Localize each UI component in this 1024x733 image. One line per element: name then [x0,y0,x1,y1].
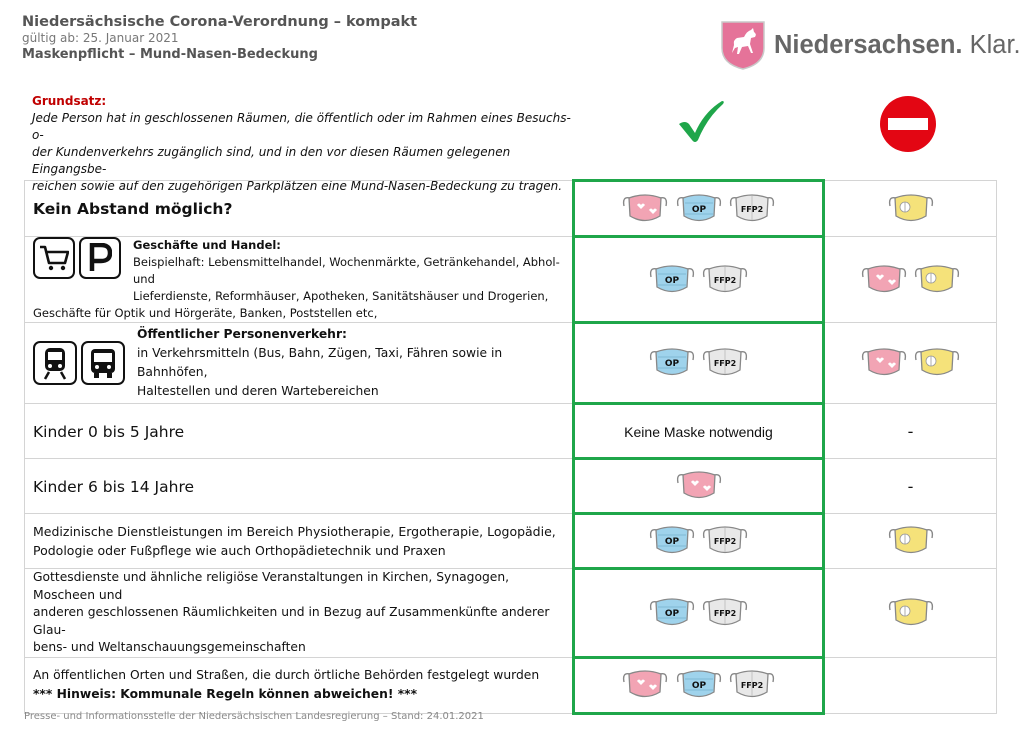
fabric-mask-yellow-icon [914,263,960,297]
fabric-mask-icon [622,668,668,702]
allowed-cell [574,181,824,237]
not-allowed-cell [824,237,997,323]
op-mask-icon [649,346,695,380]
svg-text:OP: OP [664,275,680,286]
row-line: in Verkehrsmitteln (Bus, Bahn, Zügen, Taxi, Fähren sowie in Bahnhöfen, [137,346,503,379]
fabric-mask-icon [676,469,722,503]
svg-text:OP: OP [664,359,680,369]
ffp2-mask-icon [702,524,748,558]
table-row [25,514,997,569]
fabric-mask-icon [861,346,907,380]
fabric-mask-yellow-icon [888,596,934,630]
op-mask-icon [676,192,722,226]
page-title: Niedersächsische Corona-Verordnung – kompakt [22,14,418,30]
fabric-mask-icon [861,263,907,297]
svg-text:FFP2: FFP2 [740,204,763,214]
mask-table [24,179,997,715]
valid-date: gültig ab: 25. Januar 2021 [22,31,179,45]
op-mask-icon [649,524,695,558]
row-title: Öffentlicher Personenverkehr: [137,327,347,341]
svg-text:OP: OP [664,537,680,547]
row-line: bens- und Weltanschauungsgemeinschaften [33,640,306,654]
allowed-cell [574,569,824,658]
svg-text:OP: OP [664,608,680,619]
ffp2-mask-icon [702,346,748,380]
fabric-mask-yellow-icon [888,524,934,558]
table-row [25,181,997,237]
page-subtitle: Maskenpflicht – Mund-Nasen-Bedeckung [22,47,318,62]
allowed-cell [574,459,824,514]
logo-slogan: Klar. [962,30,1021,59]
ffp2-mask-icon [702,263,748,297]
fabric-mask-yellow-icon [914,346,960,380]
header [22,14,417,63]
svg-text:OP: OP [691,681,706,691]
svg-text:FFP2: FFP2 [740,681,763,690]
not-allowed-cell [824,323,997,404]
fabric-mask-icon [622,192,668,226]
check-icon [676,98,726,144]
ffp2-mask-icon [702,596,748,630]
row-line: An öffentlichen Orten und Straßen, die durch örtliche Behörden festgelegt wurden [33,668,540,682]
row-line: Geschäfte für Optik und Hörgeräte, Banken, Poststellen etc, [33,306,378,320]
row-line: Beispielhaft: Lebensmittelhandel, Wochenmärkte, Getränkehandel, Abhol- und [133,255,560,286]
allowed-cell [574,657,824,713]
op-mask-icon [649,263,695,297]
svg-text:FFP2: FFP2 [713,359,737,368]
table-row [25,459,997,514]
row-line: Podologie oder Fußpflege wie auch Orthopädietechnik und Praxen [33,543,446,558]
row-line: Gottesdienste und ähnliche religiöse Veranstaltungen in Kirchen, Synagogen, Moscheen und [33,570,510,602]
table-row [25,657,997,713]
not-allowed-cell [824,404,997,459]
principle-line: reichen sowie auf den zugehörigen Parkplätzen eine Mund-Nasen-Bedeckung zu tragen. [32,179,563,193]
principle-line: Jede Person hat in geschlossenen Räumen, die öffentlich oder im Rahmen eines Besuchs- o- [32,111,571,142]
principle-line: der Kundenverkehrs zugänglich sind, und in den vor diesen Räumen gelegenen Eingangsbe- [32,145,511,176]
allowed-cell [574,237,824,323]
op-mask-icon [649,596,695,630]
row-line: Medizinische Dienstleistungen im Bereich Physiotherapie, Ergotherapie, Logopädie, [33,524,556,539]
no-mask-text: Keine Maske notwendig [624,423,773,440]
svg-text:OP: OP [691,204,706,215]
fabric-mask-yellow-icon [888,192,934,226]
table-row [25,404,997,459]
shopping-cart-icon [33,237,75,279]
dash-text: - [907,421,914,441]
no-entry-icon [879,95,937,153]
table-row [25,237,997,323]
svg-text:FFP2: FFP2 [713,275,737,285]
allowed-cell [574,514,824,569]
row-title: Kein Abstand möglich? [33,200,233,218]
table-row [25,569,997,658]
not-allowed-cell [824,514,997,569]
row-line: Lieferdienste, Reformhäuser, Apotheken, Sanitätshäuser und Drogerien, [133,289,549,303]
table-row [25,323,997,404]
allowed-cell [574,323,824,404]
footer: Presse- und Informationsstelle der Niedersächsischen Landesregierung – Stand: 24.01.2021 [24,711,484,722]
parking-icon [79,237,121,279]
logo-name: Niedersachsen. [774,30,963,59]
train-icon [33,341,77,385]
principle-title: Grundsatz: [32,94,107,108]
row-title: Kinder 6 bis 14 Jahre [33,477,195,496]
ffp2-mask-icon [729,668,775,702]
svg-text:FFP2: FFP2 [713,537,737,546]
svg-text:FFP2: FFP2 [713,608,737,618]
row-note: *** Hinweis: Kommunale Regeln können abweichen! *** [33,687,418,701]
not-allowed-cell [824,181,997,237]
row-title: Geschäfte und Handel: [133,238,281,252]
allowed-cell [574,404,824,459]
op-mask-icon [676,668,722,702]
niedersachsen-logo [720,20,1021,70]
not-allowed-cell [824,657,997,713]
dash-text: - [907,476,914,496]
horse-shield-icon [720,20,766,70]
not-allowed-cell [824,569,997,658]
not-allowed-cell [824,459,997,514]
ffp2-mask-icon [729,192,775,226]
row-line: anderen geschlossenen Räumlichkeiten und in Bezug auf Zusammenkünfte anderer Glau- [33,605,550,637]
bus-icon [81,341,125,385]
row-line: Haltestellen und deren Wartebereichen [137,384,379,398]
row-title: Kinder 0 bis 5 Jahre [33,422,185,441]
